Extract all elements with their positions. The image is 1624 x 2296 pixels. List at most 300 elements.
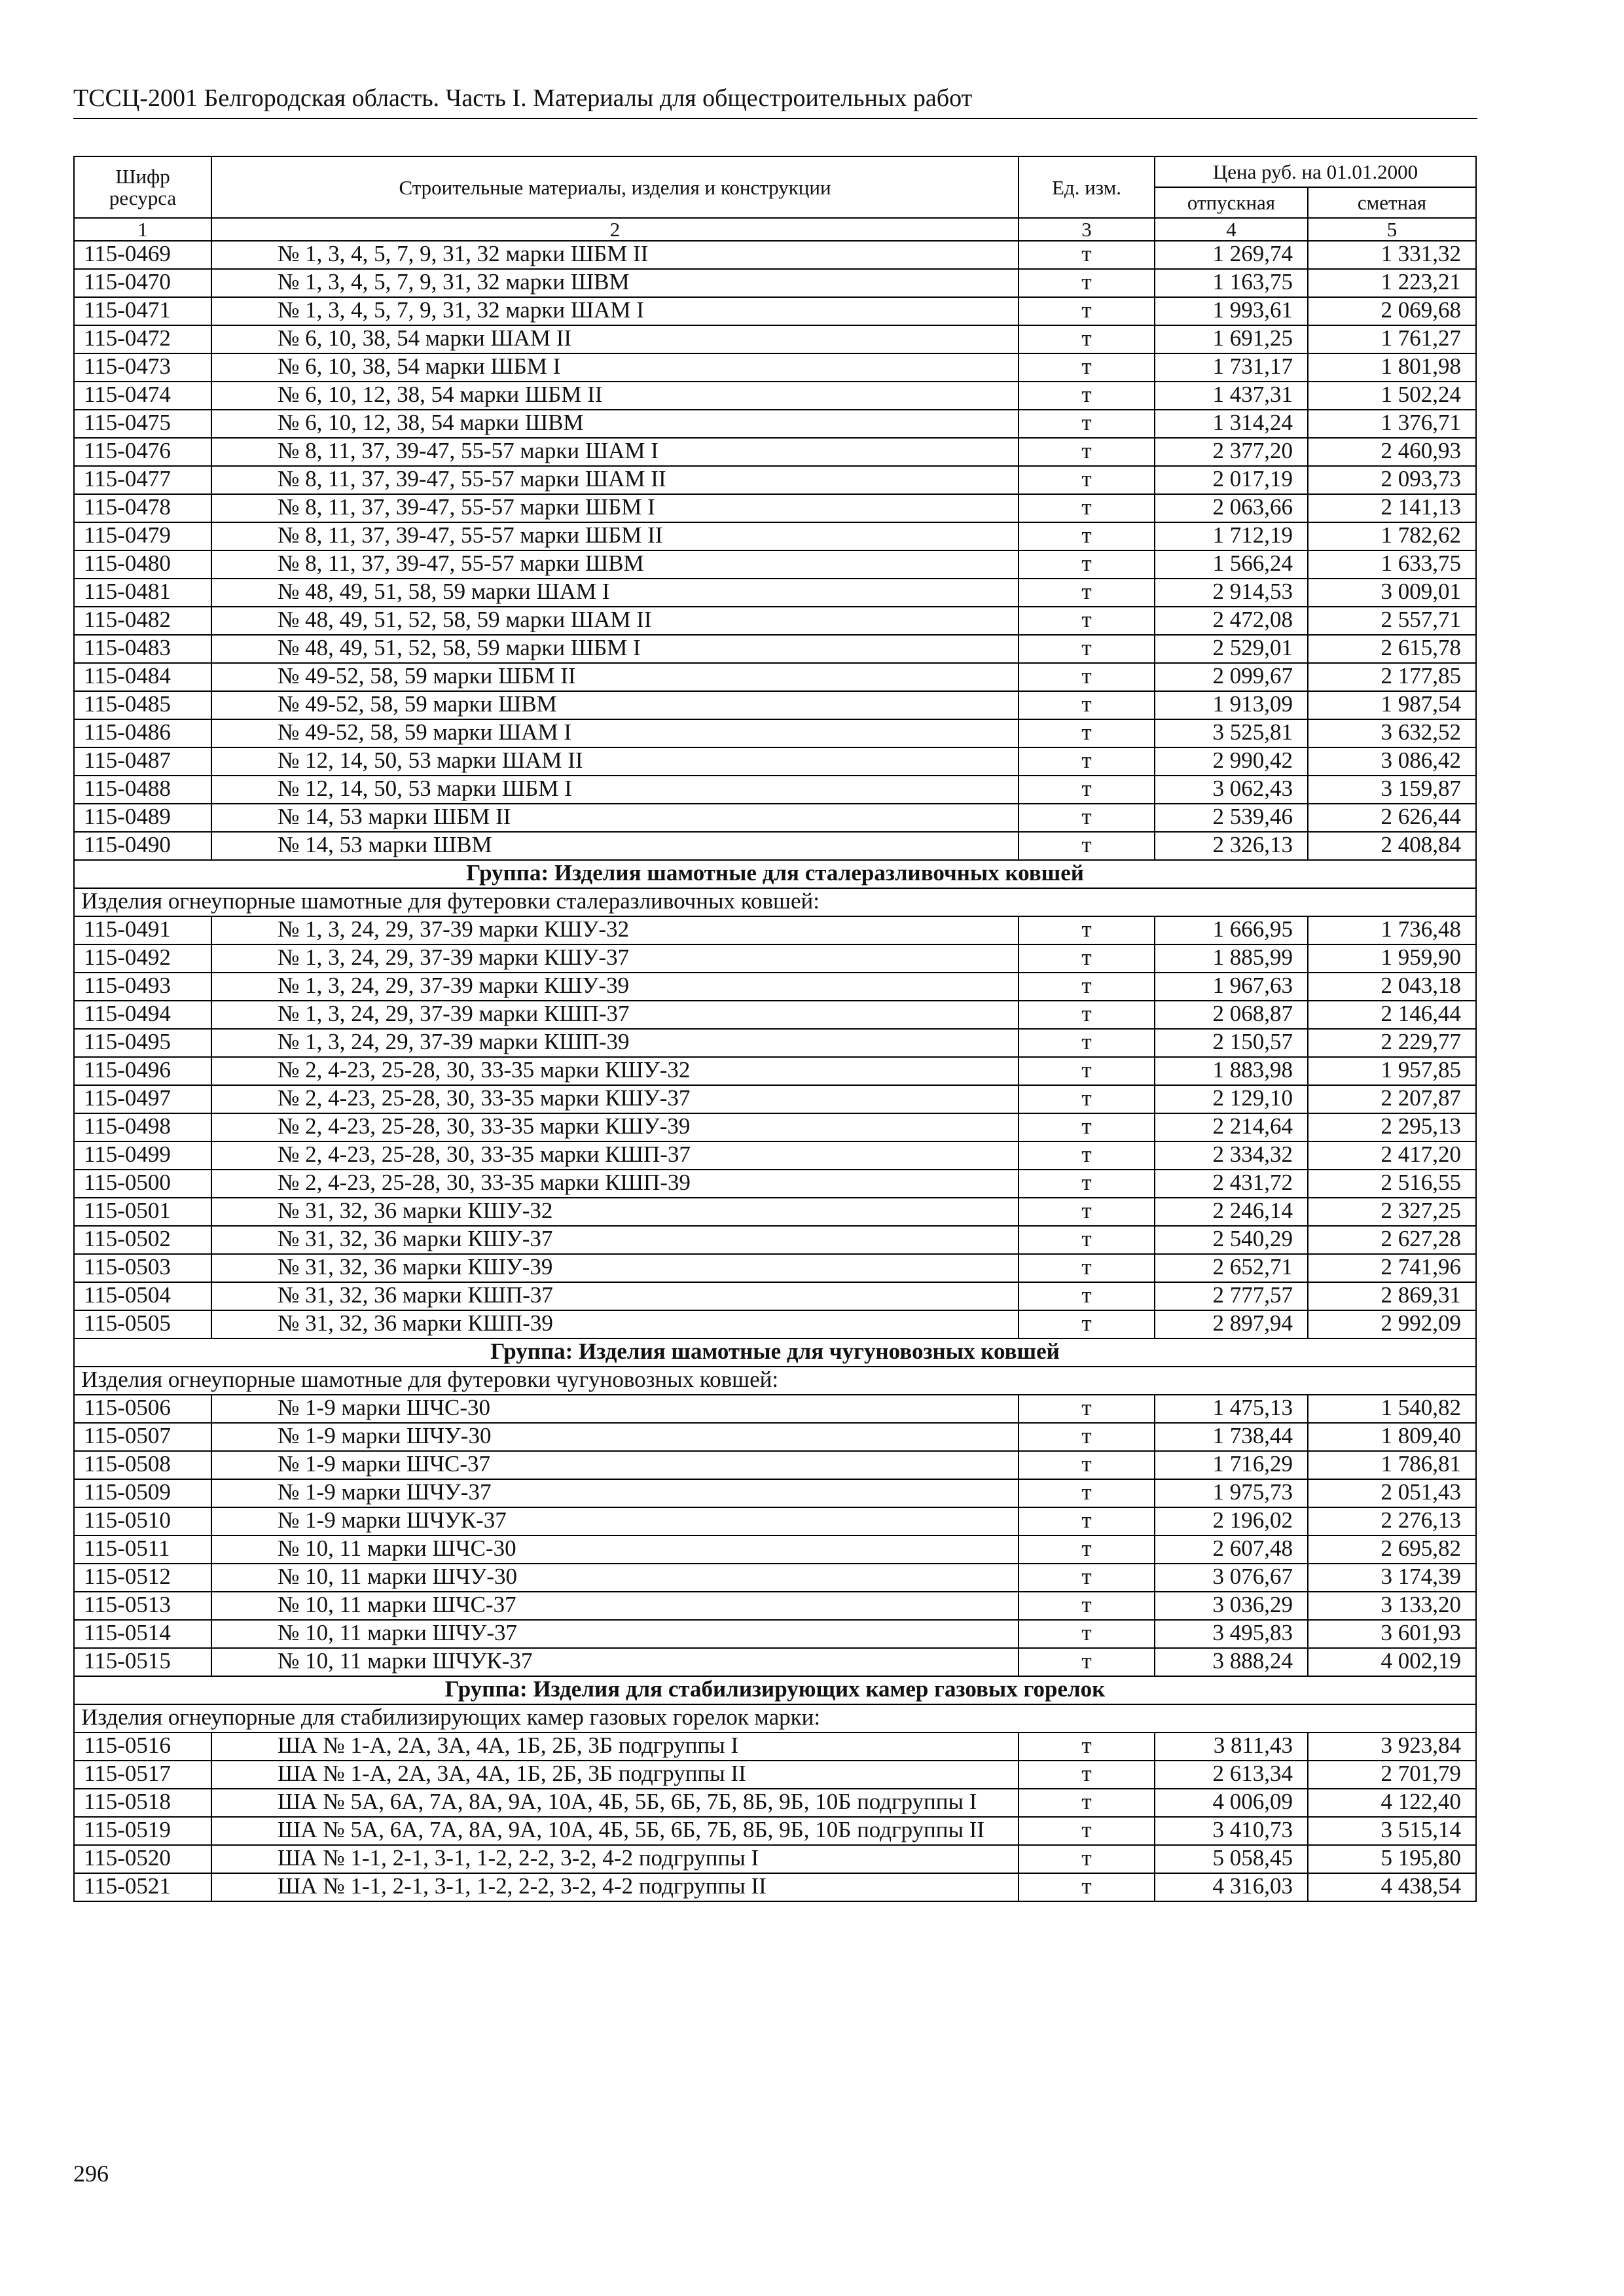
release-price: 2 914,53	[1155, 579, 1308, 607]
table-row	[74, 1507, 1476, 1535]
release-price: 2 017,19	[1155, 466, 1308, 494]
release-price: 4 006,09	[1155, 1789, 1308, 1817]
resource-code: 115-0485	[74, 691, 211, 719]
unit-cell: т	[1019, 1564, 1155, 1592]
material-name: ША № 5А, 6А, 7А, 8А, 9А, 10А, 4Б, 5Б, 6Б, 7Б, 8Б, 9Б, 10Б подгруппы I	[211, 1789, 1019, 1817]
table-row	[74, 1564, 1476, 1592]
estimate-price: 1 809,40	[1308, 1423, 1476, 1451]
unit-cell: т	[1019, 353, 1155, 382]
table-row	[74, 776, 1476, 804]
table-row	[74, 1198, 1476, 1226]
release-price: 2 334,32	[1155, 1141, 1308, 1170]
unit-cell: т	[1019, 1001, 1155, 1029]
material-name: № 12, 14, 50, 53 марки ШАМ II	[211, 747, 1019, 776]
unit-cell: т	[1019, 1141, 1155, 1170]
header-price: Цена руб. на 01.01.2000	[1155, 156, 1476, 187]
resource-code: 115-0505	[74, 1310, 211, 1338]
unit-cell: т	[1019, 1451, 1155, 1479]
table-row	[74, 325, 1476, 353]
estimate-price: 2 741,96	[1308, 1254, 1476, 1282]
estimate-price: 2 043,18	[1308, 973, 1476, 1001]
release-price: 2 214,64	[1155, 1113, 1308, 1141]
column-number: 5	[1308, 218, 1476, 241]
unit-cell: т	[1019, 1873, 1155, 1901]
release-price: 2 099,67	[1155, 663, 1308, 691]
resource-code: 115-0497	[74, 1085, 211, 1113]
estimate-price: 4 002,19	[1308, 1648, 1476, 1676]
unit-cell: т	[1019, 494, 1155, 522]
unit-cell: т	[1019, 1085, 1155, 1113]
resource-code: 115-0489	[74, 804, 211, 832]
material-name: ША № 5А, 6А, 7А, 8А, 9А, 10А, 4Б, 5Б, 6Б, 7Б, 8Б, 9Б, 10Б подгруппы II	[211, 1817, 1019, 1845]
estimate-price: 2 276,13	[1308, 1507, 1476, 1535]
resource-code: 115-0501	[74, 1198, 211, 1226]
release-price: 1 738,44	[1155, 1423, 1308, 1451]
unit-cell: т	[1019, 719, 1155, 747]
unit-cell: т	[1019, 438, 1155, 466]
material-name: № 8, 11, 37, 39-47, 55-57 марки ШАМ II	[211, 466, 1019, 494]
resource-code: 115-0476	[74, 438, 211, 466]
material-name: № 1-9 марки ШЧС-37	[211, 1451, 1019, 1479]
unit-cell: т	[1019, 1789, 1155, 1817]
table-row	[74, 410, 1476, 438]
resource-code: 115-0516	[74, 1732, 211, 1761]
release-price: 2 431,72	[1155, 1170, 1308, 1198]
unit-cell: т	[1019, 550, 1155, 579]
release-price: 1 883,98	[1155, 1057, 1308, 1085]
table-row	[74, 382, 1476, 410]
estimate-price: 3 515,14	[1308, 1817, 1476, 1845]
estimate-price: 1 782,62	[1308, 522, 1476, 550]
release-price: 2 246,14	[1155, 1198, 1308, 1226]
table-row	[74, 1170, 1476, 1198]
table-row	[74, 944, 1476, 973]
material-name: № 10, 11 марки ШЧУК-37	[211, 1648, 1019, 1676]
table-row	[74, 466, 1476, 494]
material-name: № 48, 49, 51, 58, 59 марки ШАМ I	[211, 579, 1019, 607]
resource-code: 115-0503	[74, 1254, 211, 1282]
group-title: Группа: Изделия шамотные для чугуновозных ковшей	[74, 1338, 1476, 1367]
table-row	[74, 916, 1476, 944]
material-name: № 48, 49, 51, 52, 58, 59 марки ШБМ I	[211, 635, 1019, 663]
unit-cell: т	[1019, 1113, 1155, 1141]
estimate-price: 1 786,81	[1308, 1451, 1476, 1479]
release-price: 2 777,57	[1155, 1282, 1308, 1310]
unit-cell: т	[1019, 1648, 1155, 1676]
column-number: 1	[74, 218, 211, 241]
estimate-price: 2 229,77	[1308, 1029, 1476, 1057]
release-price: 3 410,73	[1155, 1817, 1308, 1845]
resource-code: 115-0508	[74, 1451, 211, 1479]
release-price: 2 529,01	[1155, 635, 1308, 663]
resource-code: 115-0509	[74, 1479, 211, 1507]
estimate-price: 1 540,82	[1308, 1395, 1476, 1423]
table-row	[74, 719, 1476, 747]
unit-cell: т	[1019, 1845, 1155, 1873]
table-row	[74, 1732, 1476, 1761]
release-price: 1 712,19	[1155, 522, 1308, 550]
release-price: 1 716,29	[1155, 1451, 1308, 1479]
resource-code: 115-0483	[74, 635, 211, 663]
estimate-price: 1 736,48	[1308, 916, 1476, 944]
release-price: 1 437,31	[1155, 382, 1308, 410]
unit-cell: т	[1019, 1620, 1155, 1648]
release-price: 2 150,57	[1155, 1029, 1308, 1057]
material-name: № 31, 32, 36 марки КШУ-32	[211, 1198, 1019, 1226]
table-row	[74, 1648, 1476, 1676]
table-row	[74, 269, 1476, 297]
unit-cell: т	[1019, 1592, 1155, 1620]
unit-cell: т	[1019, 1282, 1155, 1310]
material-name: № 1, 3, 24, 29, 37-39 марки КШП-37	[211, 1001, 1019, 1029]
estimate-price: 1 761,27	[1308, 325, 1476, 353]
header-row	[74, 156, 1476, 187]
resource-code: 115-0478	[74, 494, 211, 522]
resource-code: 115-0512	[74, 1564, 211, 1592]
table-row	[74, 522, 1476, 550]
release-price: 3 495,83	[1155, 1620, 1308, 1648]
estimate-price: 3 086,42	[1308, 747, 1476, 776]
resource-code: 115-0506	[74, 1395, 211, 1423]
release-price: 5 058,45	[1155, 1845, 1308, 1873]
table-row	[74, 832, 1476, 860]
subgroup-title: Изделия огнеупорные шамотные для футеровки чугуновозных ковшей:	[74, 1367, 1476, 1395]
page-number: 296	[73, 2161, 109, 2187]
resource-code: 115-0473	[74, 353, 211, 382]
subgroup-title-row	[74, 1704, 1476, 1732]
unit-cell: т	[1019, 1029, 1155, 1057]
material-name: № 49-52, 58, 59 марки ШАМ I	[211, 719, 1019, 747]
table-row	[74, 1423, 1476, 1451]
release-price: 1 967,63	[1155, 973, 1308, 1001]
material-name: № 8, 11, 37, 39-47, 55-57 марки ШБМ I	[211, 494, 1019, 522]
resource-code: 115-0496	[74, 1057, 211, 1085]
estimate-price: 3 923,84	[1308, 1732, 1476, 1761]
resource-code: 115-0486	[74, 719, 211, 747]
material-name: № 8, 11, 37, 39-47, 55-57 марки ШВМ	[211, 550, 1019, 579]
header-release-price: отпускная	[1155, 187, 1308, 218]
estimate-price: 3 632,52	[1308, 719, 1476, 747]
estimate-price: 4 122,40	[1308, 1789, 1476, 1817]
material-name: № 1, 3, 4, 5, 7, 9, 31, 32 марки ШВМ	[211, 269, 1019, 297]
table-row	[74, 1254, 1476, 1282]
material-name: № 6, 10, 12, 38, 54 марки ШБМ II	[211, 382, 1019, 410]
material-name: № 2, 4-23, 25-28, 30, 33-35 марки КШУ-32	[211, 1057, 1019, 1085]
release-price: 2 607,48	[1155, 1535, 1308, 1564]
release-price: 1 975,73	[1155, 1479, 1308, 1507]
estimate-price: 4 438,54	[1308, 1873, 1476, 1901]
resource-code: 115-0498	[74, 1113, 211, 1141]
material-name: № 1, 3, 24, 29, 37-39 марки КШУ-39	[211, 973, 1019, 1001]
resource-code: 115-0520	[74, 1845, 211, 1873]
header-divider	[73, 118, 1477, 119]
material-name: ША № 1-А, 2А, 3А, 4А, 1Б, 2Б, 3Б подгруппы I	[211, 1732, 1019, 1761]
unit-cell: т	[1019, 663, 1155, 691]
material-name: № 8, 11, 37, 39-47, 55-57 марки ШАМ I	[211, 438, 1019, 466]
table-row	[74, 1479, 1476, 1507]
unit-cell: т	[1019, 522, 1155, 550]
material-name: № 10, 11 марки ШЧУ-37	[211, 1620, 1019, 1648]
subgroup-title-row	[74, 1367, 1476, 1395]
resource-code: 115-0481	[74, 579, 211, 607]
resource-code: 115-0519	[74, 1817, 211, 1845]
table-row	[74, 1001, 1476, 1029]
estimate-price: 1 801,98	[1308, 353, 1476, 382]
estimate-price: 2 701,79	[1308, 1761, 1476, 1789]
release-price: 3 036,29	[1155, 1592, 1308, 1620]
column-number: 2	[211, 218, 1019, 241]
unit-cell: т	[1019, 1817, 1155, 1845]
estimate-price: 3 009,01	[1308, 579, 1476, 607]
material-name: № 2, 4-23, 25-28, 30, 33-35 марки КШУ-39	[211, 1113, 1019, 1141]
estimate-price: 1 223,21	[1308, 269, 1476, 297]
release-price: 1 913,09	[1155, 691, 1308, 719]
table-body	[74, 156, 1476, 1901]
material-name: № 6, 10, 38, 54 марки ШБМ I	[211, 353, 1019, 382]
resource-code: 115-0482	[74, 607, 211, 635]
table-row	[74, 607, 1476, 635]
unit-cell: т	[1019, 269, 1155, 297]
table-row	[74, 1789, 1476, 1817]
table-row	[74, 1113, 1476, 1141]
release-price: 2 196,02	[1155, 1507, 1308, 1535]
subgroup-title: Изделия огнеупорные для стабилизирующих камер газовых горелок марки:	[74, 1704, 1476, 1732]
estimate-price: 2 327,25	[1308, 1198, 1476, 1226]
table-row	[74, 550, 1476, 579]
release-price: 2 652,71	[1155, 1254, 1308, 1282]
material-name: № 48, 49, 51, 52, 58, 59 марки ШАМ II	[211, 607, 1019, 635]
resource-code: 115-0491	[74, 916, 211, 944]
page-header-title: ТССЦ-2001 Белгородская область. Часть I. Материалы для общестроительных работ	[73, 84, 973, 112]
unit-cell: т	[1019, 1057, 1155, 1085]
estimate-price: 2 207,87	[1308, 1085, 1476, 1113]
material-name: № 49-52, 58, 59 марки ШБМ II	[211, 663, 1019, 691]
release-price: 1 475,13	[1155, 1395, 1308, 1423]
estimate-price: 3 601,93	[1308, 1620, 1476, 1648]
material-name: № 1-9 марки ШЧУ-30	[211, 1423, 1019, 1451]
table-row	[74, 804, 1476, 832]
resource-code: 115-0469	[74, 241, 211, 269]
resource-code: 115-0490	[74, 832, 211, 860]
resource-code: 115-0510	[74, 1507, 211, 1535]
release-price: 2 063,66	[1155, 494, 1308, 522]
resource-code: 115-0507	[74, 1423, 211, 1451]
resource-code: 115-0521	[74, 1873, 211, 1901]
estimate-price: 2 069,68	[1308, 297, 1476, 325]
material-name: № 1, 3, 24, 29, 37-39 марки КШУ-37	[211, 944, 1019, 973]
material-name: № 10, 11 марки ШЧС-30	[211, 1535, 1019, 1564]
estimate-price: 2 516,55	[1308, 1170, 1476, 1198]
release-price: 1 666,95	[1155, 916, 1308, 944]
material-name: ША № 1-1, 2-1, 3-1, 1-2, 2-2, 3-2, 4-2 подгруппы II	[211, 1873, 1019, 1901]
unit-cell: т	[1019, 691, 1155, 719]
release-price: 2 613,34	[1155, 1761, 1308, 1789]
unit-cell: т	[1019, 1198, 1155, 1226]
resource-code: 115-0515	[74, 1648, 211, 1676]
release-price: 3 888,24	[1155, 1648, 1308, 1676]
material-name: № 31, 32, 36 марки КШУ-39	[211, 1254, 1019, 1282]
release-price: 1 163,75	[1155, 269, 1308, 297]
estimate-price: 1 633,75	[1308, 550, 1476, 579]
unit-cell: т	[1019, 973, 1155, 1001]
table-row	[74, 747, 1476, 776]
unit-cell: т	[1019, 1761, 1155, 1789]
material-name: № 31, 32, 36 марки КШУ-37	[211, 1226, 1019, 1254]
unit-cell: т	[1019, 607, 1155, 635]
release-price: 2 990,42	[1155, 747, 1308, 776]
unit-cell: т	[1019, 1423, 1155, 1451]
release-price: 2 068,87	[1155, 1001, 1308, 1029]
table-row	[74, 1057, 1476, 1085]
resource-code: 115-0475	[74, 410, 211, 438]
table-row	[74, 1085, 1476, 1113]
table-row	[74, 635, 1476, 663]
material-name: № 2, 4-23, 25-28, 30, 33-35 марки КШУ-37	[211, 1085, 1019, 1113]
resource-code: 115-0499	[74, 1141, 211, 1170]
resource-code: 115-0511	[74, 1535, 211, 1564]
resource-code: 115-0488	[74, 776, 211, 804]
unit-cell: т	[1019, 410, 1155, 438]
material-name: ША № 1-А, 2А, 3А, 4А, 1Б, 2Б, 3Б подгруппы II	[211, 1761, 1019, 1789]
material-name: № 8, 11, 37, 39-47, 55-57 марки ШБМ II	[211, 522, 1019, 550]
table-row	[74, 1535, 1476, 1564]
material-name: № 1, 3, 4, 5, 7, 9, 31, 32 марки ШАМ I	[211, 297, 1019, 325]
estimate-price: 3 174,39	[1308, 1564, 1476, 1592]
table-row	[74, 1592, 1476, 1620]
resource-code: 115-0470	[74, 269, 211, 297]
estimate-price: 2 417,20	[1308, 1141, 1476, 1170]
table-row	[74, 1761, 1476, 1789]
estimate-price: 1 502,24	[1308, 382, 1476, 410]
material-name: № 14, 53 марки ШВМ	[211, 832, 1019, 860]
group-title-row	[74, 1676, 1476, 1704]
resource-code: 115-0514	[74, 1620, 211, 1648]
material-name: № 1, 3, 24, 29, 37-39 марки КШУ-32	[211, 916, 1019, 944]
resource-code: 115-0500	[74, 1170, 211, 1198]
release-price: 2 326,13	[1155, 832, 1308, 860]
estimate-price: 2 460,93	[1308, 438, 1476, 466]
material-name: № 1, 3, 4, 5, 7, 9, 31, 32 марки ШБМ II	[211, 241, 1019, 269]
release-price: 3 525,81	[1155, 719, 1308, 747]
estimate-price: 2 869,31	[1308, 1282, 1476, 1310]
estimate-price: 2 627,28	[1308, 1226, 1476, 1254]
resource-code: 115-0494	[74, 1001, 211, 1029]
subgroup-title-row	[74, 888, 1476, 916]
resource-code: 115-0472	[74, 325, 211, 353]
unit-cell: т	[1019, 804, 1155, 832]
unit-cell: т	[1019, 1535, 1155, 1564]
table-row	[74, 1817, 1476, 1845]
estimate-price: 2 557,71	[1308, 607, 1476, 635]
table-row	[74, 1141, 1476, 1170]
table-row	[74, 1029, 1476, 1057]
unit-cell: т	[1019, 747, 1155, 776]
material-name: № 49-52, 58, 59 марки ШВМ	[211, 691, 1019, 719]
unit-cell: т	[1019, 1310, 1155, 1338]
release-price: 1 885,99	[1155, 944, 1308, 973]
table-row	[74, 1620, 1476, 1648]
table-row	[74, 1395, 1476, 1423]
material-name: № 1-9 марки ШЧУК-37	[211, 1507, 1019, 1535]
unit-cell: т	[1019, 1170, 1155, 1198]
table-row	[74, 1845, 1476, 1873]
material-name: № 14, 53 марки ШБМ II	[211, 804, 1019, 832]
unit-cell: т	[1019, 1254, 1155, 1282]
material-name: № 10, 11 марки ШЧУ-30	[211, 1564, 1019, 1592]
unit-cell: т	[1019, 944, 1155, 973]
resource-code: 115-0502	[74, 1226, 211, 1254]
unit-cell: т	[1019, 1395, 1155, 1423]
resource-code: 115-0504	[74, 1282, 211, 1310]
table-row	[74, 1451, 1476, 1479]
release-price: 2 129,10	[1155, 1085, 1308, 1113]
resource-code: 115-0477	[74, 466, 211, 494]
resource-code: 115-0471	[74, 297, 211, 325]
estimate-price: 1 957,85	[1308, 1057, 1476, 1085]
resource-code: 115-0480	[74, 550, 211, 579]
table-row	[74, 973, 1476, 1001]
header-estimate-price: сметная	[1308, 187, 1476, 218]
release-price: 1 314,24	[1155, 410, 1308, 438]
unit-cell: т	[1019, 1479, 1155, 1507]
estimate-price: 2 051,43	[1308, 1479, 1476, 1507]
material-name: № 1-9 марки ШЧС-30	[211, 1395, 1019, 1423]
release-price: 1 993,61	[1155, 297, 1308, 325]
release-price: 3 076,67	[1155, 1564, 1308, 1592]
table-row	[74, 1873, 1476, 1901]
group-title-row	[74, 1338, 1476, 1367]
estimate-price: 3 159,87	[1308, 776, 1476, 804]
material-name: № 1-9 марки ШЧУ-37	[211, 1479, 1019, 1507]
release-price: 1 731,17	[1155, 353, 1308, 382]
material-name: № 31, 32, 36 марки КШП-39	[211, 1310, 1019, 1338]
unit-cell: т	[1019, 916, 1155, 944]
estimate-price: 2 146,44	[1308, 1001, 1476, 1029]
estimate-price: 2 992,09	[1308, 1310, 1476, 1338]
estimate-price: 2 295,13	[1308, 1113, 1476, 1141]
release-price: 3 062,43	[1155, 776, 1308, 804]
table-row	[74, 438, 1476, 466]
resource-code: 115-0513	[74, 1592, 211, 1620]
resource-code: 115-0492	[74, 944, 211, 973]
material-name: № 2, 4-23, 25-28, 30, 33-35 марки КШП-39	[211, 1170, 1019, 1198]
resource-code: 115-0495	[74, 1029, 211, 1057]
resource-code: 115-0474	[74, 382, 211, 410]
unit-cell: т	[1019, 241, 1155, 269]
material-name: № 6, 10, 38, 54 марки ШАМ II	[211, 325, 1019, 353]
group-title: Группа: Изделия шамотные для сталеразливочных ковшей	[74, 860, 1476, 888]
unit-cell: т	[1019, 382, 1155, 410]
material-name: № 6, 10, 12, 38, 54 марки ШВМ	[211, 410, 1019, 438]
table-row	[74, 663, 1476, 691]
material-name: № 12, 14, 50, 53 марки ШБМ I	[211, 776, 1019, 804]
release-price: 2 377,20	[1155, 438, 1308, 466]
unit-cell: т	[1019, 776, 1155, 804]
table-row	[74, 297, 1476, 325]
unit-cell: т	[1019, 832, 1155, 860]
unit-cell: т	[1019, 579, 1155, 607]
table-row	[74, 353, 1476, 382]
material-name: № 2, 4-23, 25-28, 30, 33-35 марки КШП-37	[211, 1141, 1019, 1170]
column-number-row	[74, 218, 1476, 241]
estimate-price: 2 141,13	[1308, 494, 1476, 522]
resource-code: 115-0484	[74, 663, 211, 691]
table-row	[74, 241, 1476, 269]
table-row	[74, 691, 1476, 719]
estimate-price: 2 408,84	[1308, 832, 1476, 860]
table-row	[74, 494, 1476, 522]
release-price: 1 691,25	[1155, 325, 1308, 353]
